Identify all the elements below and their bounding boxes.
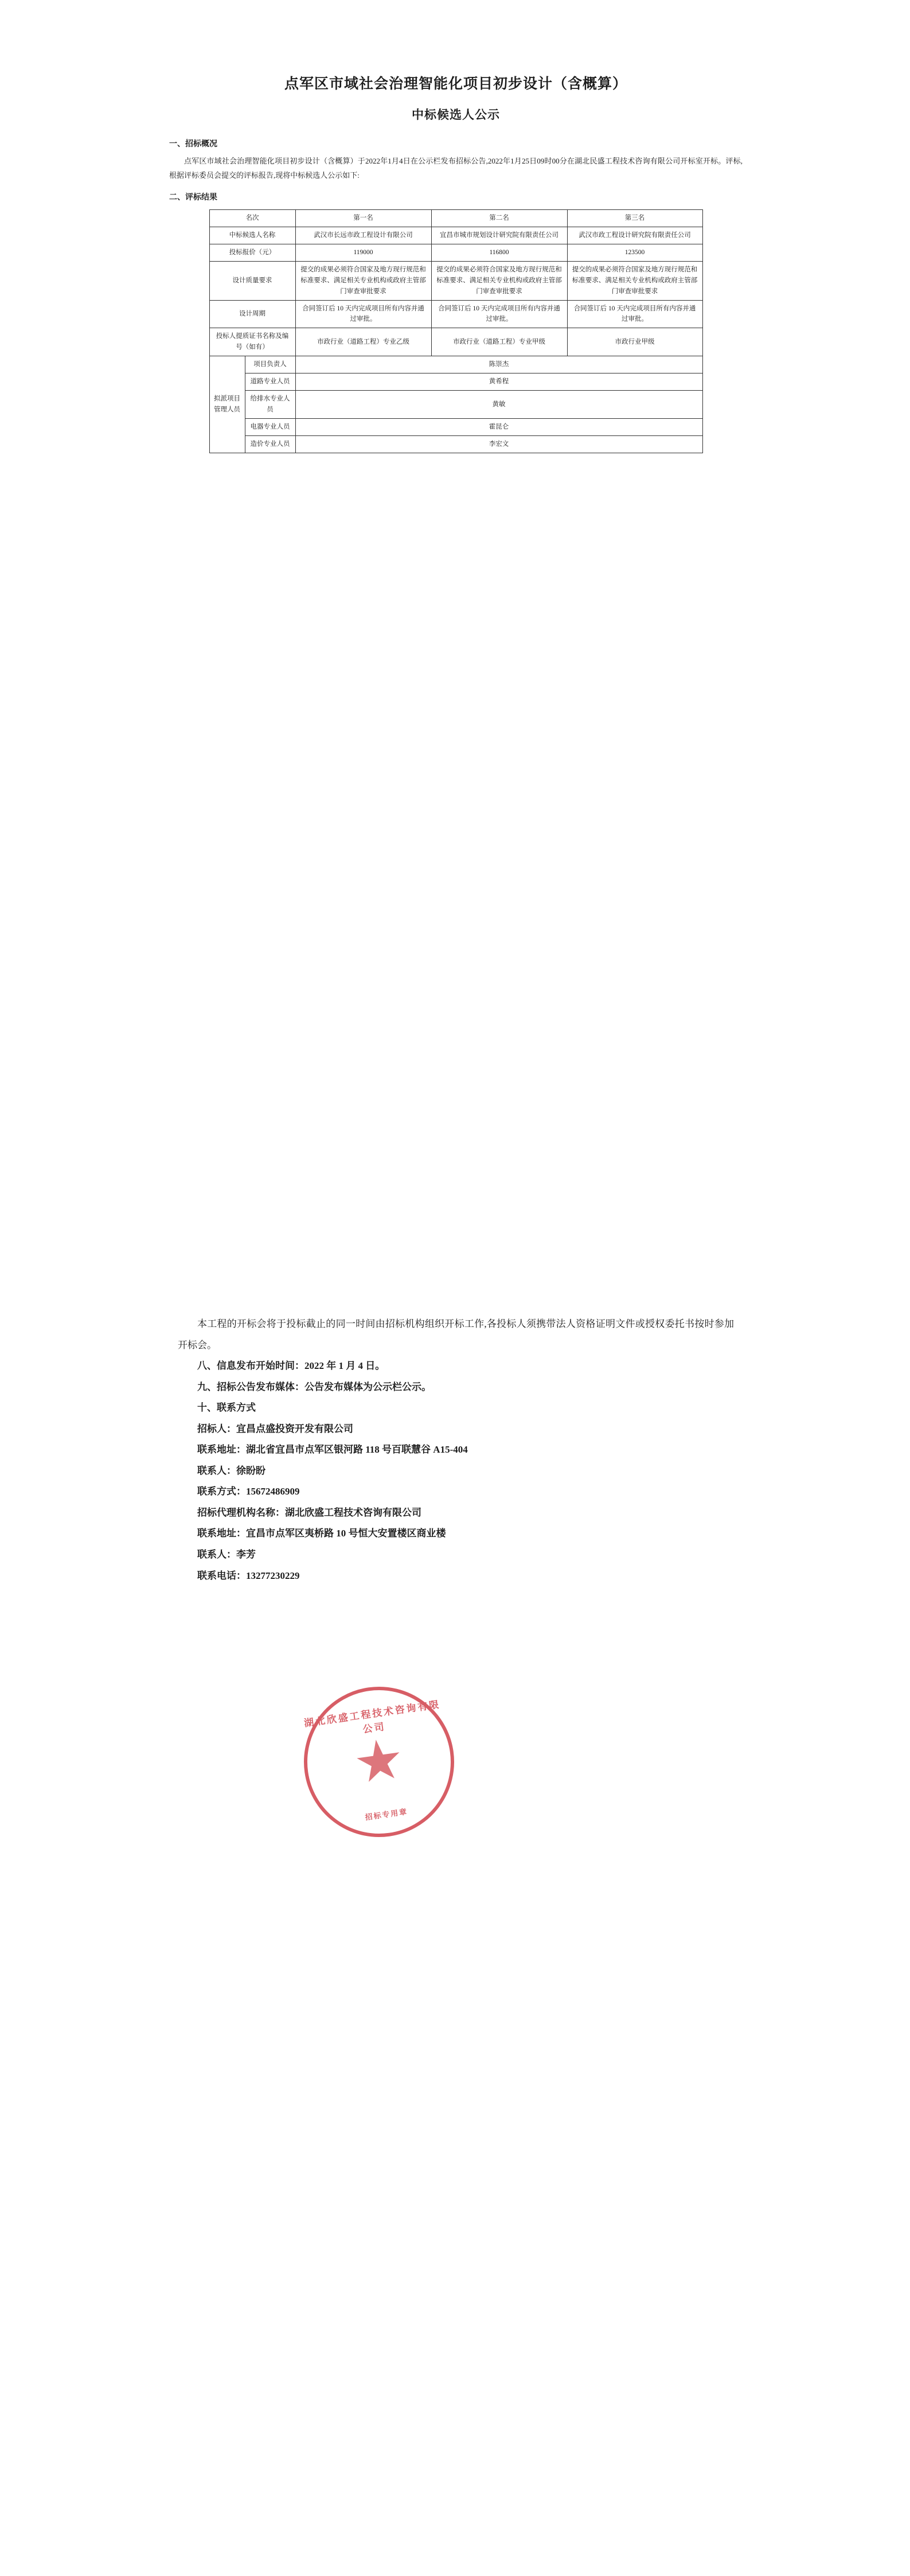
seal-bottom-text: 招标专用章 (364, 1807, 409, 1822)
cell-period-3: 合同签订后 10 天内完成项目所有内容并通过审批。 (567, 300, 702, 328)
staff-name-4: 李宏文 (295, 436, 702, 453)
bid-results-table (209, 209, 703, 454)
seal-top-text: 湖北欣盛工程技术咨询有限公司 (303, 1699, 442, 1736)
row-label-quality: 设计质量要求 (209, 261, 295, 300)
table-header-second: 第二名 (431, 209, 567, 227)
row-label-period: 设计周期 (209, 300, 295, 328)
staff-role-0: 项目负责人 (245, 356, 295, 373)
cell-bid-price-2: 116800 (431, 244, 567, 261)
table-row-staff (209, 436, 702, 453)
table-header-row (209, 209, 702, 227)
staff-role-2: 给排水专业人员 (245, 391, 295, 419)
cell-qualification-1: 市政行业（道路工程）专业乙级 (295, 328, 431, 356)
tenderer-address: 联系地址：湖北省宜昌市点军区银河路 118 号百联慧谷 A15-404 (197, 1444, 468, 1456)
opening-meeting-paragraph: 本工程的开标会将于投标截止的同一时间由招标机构组织开标工作,各投标人须携带法人资格证明文件或授权委托书按时参加开标会。 (178, 1318, 734, 1351)
cell-qualification-3: 市政行业甲级 (567, 328, 702, 356)
agent-contact-person: 联系人：李芳 (197, 1549, 256, 1561)
row-label-staff: 拟派项目管理人员 (209, 356, 245, 453)
document-page-2 (115, 1027, 797, 2542)
table-row (209, 261, 702, 300)
row-label-qualification: 投标人提质证书名称及编号（如有） (209, 328, 295, 356)
info-release-time: 八、信息发布开始时间：2022 年 1 月 4 日。 (197, 1360, 385, 1372)
staff-name-2: 黄敏 (295, 391, 702, 419)
staff-name-1: 黄希程 (295, 373, 702, 391)
table-row (209, 328, 702, 356)
section-1-paragraph: 点军区市域社会治理智能化项目初步设计（含概算）于2022年1月4日在公示栏发布招标公告,2022年1月25日09时00分在湖北民盛工程技术咨询有限公司开标室开标。评标,根据评标委员会提交的评标报告,现将中标候选人公示如下: (169, 157, 743, 180)
announcement-media: 九、招标公告发布媒体：公告发布媒体为公示栏公示。 (197, 1381, 431, 1392)
tenderer-name: 招标人：宜昌点盛投资开发有限公司 (197, 1423, 353, 1434)
tenderer-contact-phone: 联系方式：15672486909 (197, 1486, 300, 1497)
staff-role-4: 造价专业人员 (245, 436, 295, 453)
cell-bid-price-1: 119000 (295, 244, 431, 261)
staff-role-3: 电器专业人员 (245, 419, 295, 436)
table-row (209, 227, 702, 244)
table-row-staff (209, 356, 702, 373)
page-title: 点军区市域社会治理智能化项目初步设计（含概算） (284, 76, 627, 92)
table-row (209, 300, 702, 328)
table-row (209, 244, 702, 261)
document-page-1 (115, 34, 797, 975)
contact-heading: 十、联系方式 (197, 1402, 256, 1414)
staff-name-0: 陈崇杰 (295, 356, 702, 373)
cell-bid-price-3: 123500 (567, 244, 702, 261)
section-2-heading: 二、评标结果 (169, 193, 217, 202)
tenderer-contact-person: 联系人：徐盼盼 (197, 1465, 265, 1476)
cell-quality-3: 提交的成果必须符合国家及地方现行规范和标准要求、满足相关专业机构或政府主管部门审查审批要求 (567, 261, 702, 300)
row-label-candidate-name: 中标候选人名称 (209, 227, 295, 244)
page-subtitle: 中标候选人公示 (412, 108, 500, 122)
row-label-bid-price: 投标报价（元） (209, 244, 295, 261)
table-header-third: 第三名 (567, 209, 702, 227)
table-header-rank: 名次 (209, 209, 295, 227)
cell-quality-2: 提交的成果必须符合国家及地方现行规范和标准要求、满足相关专业机构或政府主管部门审查审批要求 (431, 261, 567, 300)
section-1-heading: 一、招标概况 (169, 140, 217, 149)
cell-quality-1: 提交的成果必须符合国家及地方现行规范和标准要求、满足相关专业机构或政府主管部门审查审批要求 (295, 261, 431, 300)
staff-role-1: 道路专业人员 (245, 373, 295, 391)
cell-period-1: 合同签订后 10 天内完成项目所有内容并通过审批。 (295, 300, 431, 328)
cell-candidate-name-2: 宜昌市城市规划设计研究院有限责任公司 (431, 227, 567, 244)
official-seal (294, 1677, 464, 1847)
agent-address: 联系地址：宜昌市点军区夷桥路 10 号恒大安置楼区商业楼 (197, 1528, 446, 1539)
agent-name: 招标代理机构名称：湖北欣盛工程技术咨询有限公司 (197, 1507, 421, 1518)
table-row-staff (209, 391, 702, 419)
cell-period-2: 合同签订后 10 天内完成项目所有内容并通过审批。 (431, 300, 567, 328)
page2-content (115, 1314, 797, 1586)
agent-contact-phone: 联系电话：13277230229 (197, 1570, 300, 1581)
cell-candidate-name-1: 武汉市长远市政工程设计有限公司 (295, 227, 431, 244)
staff-name-3: 霍昆仑 (295, 419, 702, 436)
table-row-staff (209, 373, 702, 391)
cell-candidate-name-3: 武汉市政工程设计研究院有限责任公司 (567, 227, 702, 244)
cell-qualification-2: 市政行业（道路工程）专业甲级 (431, 328, 567, 356)
table-row-staff (209, 419, 702, 436)
table-header-first: 第一名 (295, 209, 431, 227)
